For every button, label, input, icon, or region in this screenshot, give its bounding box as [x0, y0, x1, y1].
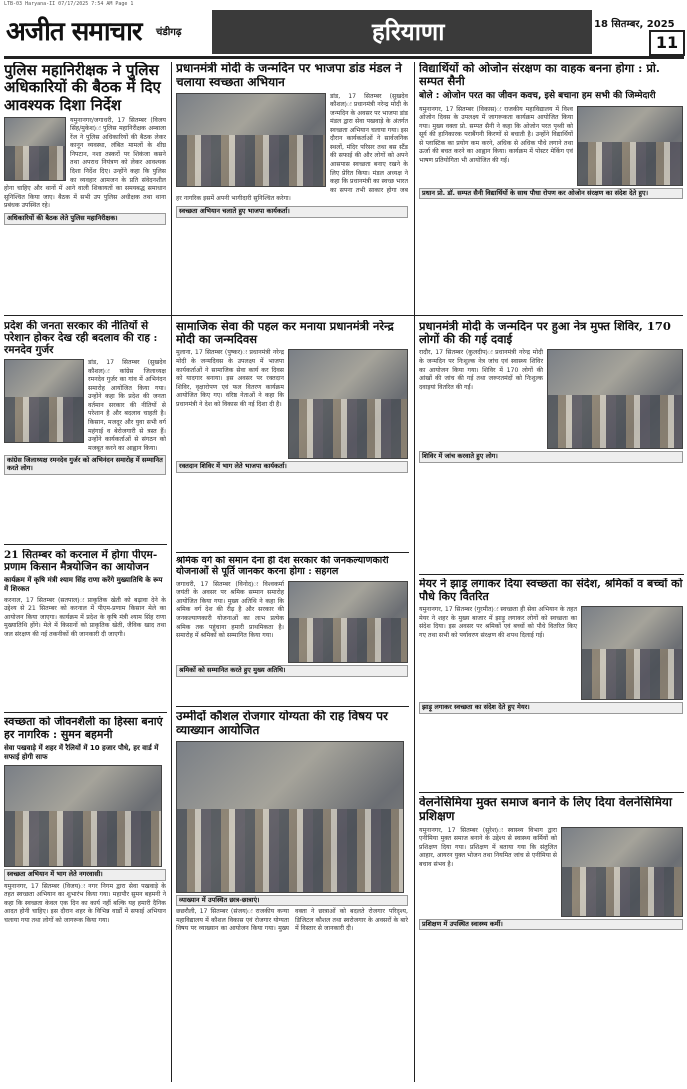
- row-divider: [176, 552, 409, 553]
- article-kaushal: [176, 710, 408, 1084]
- article-body: यमुनानगर, 17 सितम्बर (सुरेश)ः स्वास्थ्य विभाग द्वारा एनीमिया मुक्त समाज बनाने के उद्देश्य से स्वास्थ्य कर्मियों को प्रशिक्षण दिया गया। प्रशिक्षण में बताया गया कि संतुलित आहार, आयरन युक्त भोजन तथा नियमित जांच से एनीमिया से बचाव संभव है।: [419, 826, 557, 868]
- column-rule: [171, 62, 172, 1082]
- photo-caption: शिविर में जांच करवाते हुए लोग।: [419, 451, 683, 463]
- article-ozone: [419, 62, 683, 312]
- article-body: करनाल, 17 सितम्बर (सतपाल)ः प्राकृतिक खेती को बढ़ावा देने के उद्देश्य से 21 सितम्बर को करनाल में पीएम-प्रणाम किसान मेले का आयोजन किया जाएगा। कार्यक्रम में प्रदेश के कृषि मंत्री श्याम सिंह राणा मुख्यातिथि होंगे। मेले में किसानों को प्राकृतिक खेती, जैविक खाद तथा जल संरक्षण की नई तकनीकों की जानकारी दी जाएगी।: [4, 596, 166, 638]
- page-number: 11: [649, 30, 685, 56]
- article-swachh-nagrik: [4, 716, 166, 1084]
- article-body: डांड, 17 सितम्बर (सुखदेव कौशल)ः प्रधानमंत्री नरेन्द्र मोदी के जन्मदिन के अवसर पर भाजपा डांड मंडल द्वारा सेवा पखवाड़े के अंतर्गत स्वच्छता अभियान चलाया गया। इस दौरान कार्यकर्ताओं ने सार्वजनिक स्थलों, मंदिर परिसर तथा बस स्टैंड की सफाई की और लोगों को अपने आसपास स्वच्छता बनाए रखने के लिए प्रेरित किया। मंडल अध्यक्ष ने कहा कि प्रधानमंत्री का स्वच्छ भारत का सपना तभी साकार होगा जब हर नागरिक इसमें अपनी भागीदारी सुनिश्चित करेगा।: [176, 92, 408, 203]
- photo-caption: कांग्रेस जिलाध्यक्ष रमनदेव गुर्जर को अभिनंदन समारोह में सम्मानित करते लोग।: [4, 455, 166, 475]
- photo-caption: व्याख्यान में उपस्थित छात्र-छात्राएं।: [176, 895, 408, 907]
- article-body: यमुनानगर, 17 सितम्बर (गुरमीत)ः स्वच्छता ही सेवा अभियान के तहत मेयर ने शहर के मुख्य बाजार में झाड़ू लगाकर लोगों को स्वच्छता का संदेश दिया। इस अवसर पर श्रमिकों एवं बच्चों को पौधे वितरित किए गए तथा सभी को पर्यावरण संरक्षण की शपथ दिलाई गई।: [419, 606, 577, 639]
- news-photo: [577, 106, 683, 186]
- article-police-meeting: [4, 62, 166, 312]
- headline: उम्मीदों कौशल रोजगार योग्यता की राह विषय पर व्याख्यान आयोजित: [176, 710, 388, 737]
- photo-caption: स्वच्छता अभियान चलाते हुए भाजपा कार्यकर्ता।: [176, 206, 408, 218]
- photo-caption: झाड़ू लगाकर स्वच्छता का संदेश देते हुए मेयर।: [419, 702, 683, 714]
- headline: प्रधानमंत्री मोदी के जन्मदिन पर हुआ नेत्र मुफ्त शिविर, 170 लोगों की की गई दवाई: [419, 320, 671, 347]
- photo-caption: प्रशिक्षण में उपस्थित स्वास्थ्य कर्मी।: [419, 919, 683, 931]
- headline: विद्यार्थियों को ओजोन संरक्षण का वाहक बनना होगा : प्रो. सम्पत सैनी: [419, 62, 660, 89]
- edition-date: 18 सितम्बर, 2025: [594, 19, 675, 30]
- headline: प्रधानमंत्री मोदी के जन्मदिन पर भाजपा डांड मंडल ने चलाया स्वच्छता अभियान: [176, 62, 402, 89]
- headline: सामाजिक सेवा की पहल कर मनाया प्रधानमंत्री नरेन्द्र मोदी का जन्मदिवस: [176, 320, 394, 347]
- article-mayor: [419, 578, 683, 788]
- subheadline: सेवा पखवाड़े में शहर में रैलियों में 10 हजार पौधे, हर वार्ड में सफाई होगी साफ: [4, 744, 159, 762]
- masthead: [4, 10, 684, 59]
- article-wellness: [419, 796, 683, 1084]
- headline: 21 सितम्बर को करनाल में होगा पीएम-प्रणाम किसान मैत्रयोजिन का आयोजन: [4, 549, 158, 574]
- newspaper-logo: अजीत समाचार: [6, 17, 142, 47]
- news-photo: [4, 765, 162, 867]
- article-kisan-mela: [4, 549, 166, 709]
- article-eye-camp: [419, 320, 683, 570]
- row-divider: [419, 574, 684, 575]
- column-rule: [414, 62, 415, 1082]
- photo-caption: श्रमिकों को सम्मानित करते हुए मुख्य अतिथि।: [176, 665, 408, 677]
- article-kisan-ramandev: [4, 320, 166, 540]
- photo-caption: रक्तदान शिविर में भाग लेते भाजपा कार्यकर्ता।: [176, 461, 408, 473]
- headline: पुलिस महानिरीक्षक ने पुलिस अधिकारियों की बैठक में दिए आवश्यक दिशा निर्देश: [4, 62, 161, 114]
- headline: मेयर ने झाड़ू लगाकर दिया स्वच्छता का संदेश, श्रमिकों व बच्चों को पौधे किए वितरित: [419, 578, 683, 603]
- news-photo: [4, 359, 84, 443]
- subheadline: बोले : ओजोन परत का जीवन कवच, इसे बचाना हम सभी की जिम्मेदारी: [419, 91, 656, 102]
- article-body: डांड, 17 सितम्बर (सुखदेव कौशल)ः कांग्रेस जिलाध्यक्ष रमनदेव गुर्जर का गांव में अभिनंदन समारोह आयोजित किया गया। उन्होंने कहा कि प्रदेश की जनता वर्तमान सरकार की नीतियों से परेशान है और बदलाव चाहती है। किसान, मजदूर और युवा सभी वर्ग महंगाई व बेरोजगारी से त्रस्त हैं। उन्होंने कार्यकर्ताओं से संगठन को मजबूत करने का आह्वान किया।: [88, 359, 166, 452]
- article-body: मुलाना, 17 सितम्बर (पुष्कर)ः प्रधानमंत्री नरेन्द्र मोदी के जन्मदिवस के उपलक्ष्य में भाजपा कार्यकर्ताओं ने सामाजिक सेवा कार्य कर दिवस को यादगार बनाया। इस अवसर पर रक्तदान शिविर, वृक्षारोपण एवं फल वितरण कार्यक्रम आयोजित किए गए। वरिष्ठ नेताओं ने कहा कि प्रधानमंत्री ने देश को विकास की नई दिशा दी है।: [176, 349, 284, 408]
- edition-city: चंडीगढ़: [156, 27, 182, 38]
- photo-caption: स्वच्छता अभियान में भाग लेते नगरवासी।: [4, 869, 166, 881]
- news-photo: [288, 581, 408, 663]
- section-banner: हरियाणा: [212, 10, 592, 54]
- headline: वेलनेसिमिया मुक्त समाज बनाने के लिए दिया वेलनेसिमिया प्रशिक्षण: [419, 796, 672, 823]
- article-swachhta-abhiyan: [176, 62, 408, 312]
- photo-caption: प्रधान प्रो. डॉ. सम्पत सैनी विद्यार्थियों के साथ पौधा रोपण कर ओजोन संरक्षण का संदेश देते हुए।: [419, 188, 683, 200]
- news-photo: [4, 117, 66, 181]
- news-photo: [176, 741, 404, 893]
- article-body: यमुनानगर, 17 सितम्बर (विकास)ः राजकीय महाविद्यालय में विश्व ओजोन दिवस के उपलक्ष्य में जागरूकता कार्यक्रम आयोजित किया गया। मुख्य वक्ता प्रो. सम्पत सैनी ने कहा कि ओजोन परत पृथ्वी को सूर्य की हानिकारक पराबैंगनी किरणों से बचाती है। उन्होंने विद्यार्थियों से प्लास्टिक का प्रयोग कम करने, अधिक से अधिक पौधे लगाने तथा ऊर्जा की बचत करने का आह्वान किया। कार्यक्रम में पोस्टर मेकिंग एवं भाषण प्रतियोगिता भी आयोजित की गई।: [419, 105, 573, 164]
- headline: श्रमिक वर्ग को समान देना ही देश सरकार की जनकल्याणकारी योजनाओं से पूर्ति जानकर करना होगा : सहगल: [176, 556, 389, 577]
- photo-caption: अधिकारियों की बैठक लेते पुलिस महानिरीक्षक।: [4, 213, 166, 225]
- headline: प्रदेश की जनता सरकार की नीतियों से परेशान होकर देख रही बदलाव की राह : रमनदेव गुर्जर: [4, 320, 158, 357]
- row-divider: [4, 544, 167, 545]
- article-body: रादौर, 17 सितम्बर (कुलदीप)ः प्रधानमंत्री नरेन्द्र मोदी के जन्मदिन पर निःशुल्क नेत्र जांच एवं स्वास्थ्य शिविर का आयोजन किया गया। शिविर में 170 लोगों की आंखों की जांच की गई तथा जरूरतमंदों को निःशुल्क दवाइयां वितरित की गईं।: [419, 349, 543, 391]
- article-body: यमुनानगर/जगाधरी, 17 सितम्बर (विजय सिंह/मुकेश)ः पुलिस महानिरीक्षक अम्बाला रेंज ने पुलिस अधिकारियों की बैठक लेकर कानून व्यवस्था, लंबित मामलों के शीघ्र निपटान, नशा तस्करों पर शिकंजा कसने तथा अपराध नियंत्रण को लेकर आवश्यक दिशा निर्देश दिए। उन्होंने कहा कि पुलिस का व्यवहार आमजन के प्रति संवेदनशील होना चाहिए और थानों में आने वाली शिकायतों का समयबद्ध समाधान सुनिश्चित किया जाए। बैठक में सभी उप पुलिस अधीक्षक तथा थाना प्रबंधक उपस्थित रहे।: [4, 116, 166, 210]
- headline: स्वच्छता को जीवनशैली का हिस्सा बनाएं हर नागरिक : सुमन बहमनी: [4, 716, 163, 741]
- news-photo: [547, 349, 683, 449]
- row-divider: [4, 315, 683, 316]
- news-photo: [176, 93, 326, 187]
- news-photo: [561, 827, 683, 917]
- article-body: छछरौली, 17 सितम्बर (संजय)ः राजकीय कन्या महाविद्यालय में कौशल विकास एवं रोजगार योग्यता विषय पर व्याख्यान का आयोजन किया गया। मुख्य वक्ता ने छात्राओं को बदलते रोजगार परिदृश्य, डिजिटल कौशल तथा स्वरोजगार के अवसरों के बारे में विस्तार से जानकारी दी।: [176, 908, 408, 933]
- row-divider: [4, 712, 167, 713]
- row-divider: [419, 792, 684, 793]
- article-samajik-seva: [176, 320, 408, 548]
- article-body: जगाधरी, 17 सितम्बर (विनोद)ः विश्वकर्मा जयंती के अवसर पर श्रमिक सम्मान समारोह आयोजित किया गया। मुख्य अतिथि ने कहा कि श्रमिक वर्ग देश की रीढ़ है और सरकार की जनकल्याणकारी योजनाओं का लाभ प्रत्येक श्रमिक तक पहुंचाना हमारी प्राथमिकता है। समारोह में श्रमिकों को सम्मानित किया गया।: [176, 580, 284, 640]
- news-photo: [288, 349, 408, 459]
- print-meta-line: LTB-03 Haryana-II 07/17/2025 7:54 AM Page 1: [4, 1, 134, 7]
- article-shramik: [176, 556, 408, 702]
- news-photo: [581, 606, 683, 700]
- row-divider: [176, 706, 409, 707]
- article-body: यमुनानगर, 17 सितम्बर (विजय)ः नगर निगम द्वारा सेवा पखवाड़े के तहत स्वच्छता अभियान का शुभारंभ किया गया। महापौर सुमन बहमनी ने कहा कि स्वच्छता केवल एक दिन का कार्य नहीं बल्कि यह हमारी दैनिक आदत होनी चाहिए। इस दौरान शहर के विभिन्न वार्डों में सफाई अभियान चलाया गया तथा लोगों को जागरूक किया गया।: [4, 882, 166, 924]
- subheadline: कार्यक्रम में कृषि मंत्री श्याम सिंह राणा करेंगे मुख्यातिथि के रूप में शिरकत: [4, 576, 163, 593]
